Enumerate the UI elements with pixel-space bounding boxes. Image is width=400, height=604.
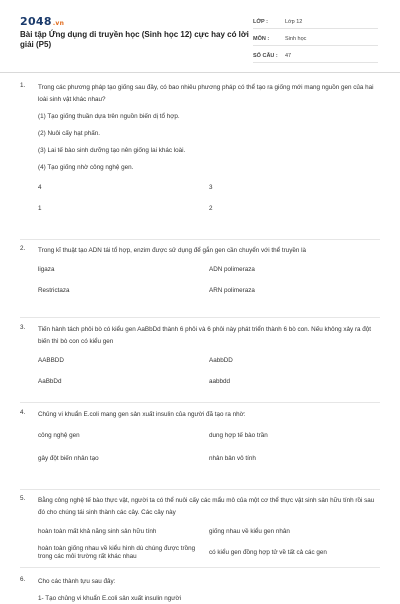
logo-suffix: .vn: [52, 20, 65, 27]
answer-option[interactable]: dung hợp tế bào trần: [209, 432, 268, 439]
answer-option[interactable]: 1: [38, 205, 42, 212]
statement: (4) Tạo giống nhờ công nghệ gen.: [38, 164, 134, 171]
meta-value: Sinh học: [285, 35, 307, 42]
answer-options: [38, 354, 380, 386]
answer-option[interactable]: có kiểu gen đồng hợp tử về tất cả các gen: [209, 549, 327, 556]
answer-option[interactable]: AaBbDd: [38, 378, 62, 385]
answer-options: [38, 429, 380, 463]
question-number: 1.: [20, 82, 26, 89]
answer-options: [38, 181, 380, 213]
meta-panel: [253, 15, 378, 66]
question-text: Cho các thành tựu sau đây:: [38, 578, 116, 585]
question-number: 6.: [20, 576, 26, 583]
question-text: Trong các phương pháp tạo giống sau đây, có bao nhiêu phương pháp có thể tạo ra giống mới mang nguồn gen của hai loài sinh vật khác nhau?: [38, 84, 374, 103]
answer-option[interactable]: công nghệ gen: [38, 432, 80, 439]
question-1: [20, 82, 380, 240]
question-text: Bằng công nghệ tế bào thực vật, người ta có thể nuôi cấy các mẩu mô của một cơ thể thực vật sinh sản hữu tính rồi sau đó cho chúng tái sinh thành các cây. Các cây này: [38, 497, 375, 516]
answer-option[interactable]: hoàn toàn mất khả năng sinh sản hữu tính: [38, 528, 157, 535]
answer-option[interactable]: 2: [209, 205, 213, 212]
meta-row-count: [253, 49, 378, 63]
statement: (1) Tạo giống thuần dựa trên nguồn biến dị tổ hợp.: [38, 113, 180, 120]
answer-option[interactable]: gây đột biến nhân tạo: [38, 455, 99, 462]
answer-options: [38, 525, 380, 561]
answer-option[interactable]: hoàn toàn giống nhau về kiểu hình dù chúng được trồng trong các môi trường rất khác nhau: [38, 545, 196, 560]
answer-option[interactable]: 4: [38, 184, 42, 191]
question-number: 4.: [20, 409, 26, 416]
question-number: 3.: [20, 324, 26, 331]
answer-option[interactable]: ARN polimeraza: [209, 287, 255, 294]
meta-value: Lớp 12: [285, 18, 303, 25]
question-2: [20, 245, 380, 318]
meta-value: 47: [285, 52, 292, 59]
question-text: Tiến hành tách phôi bò có kiểu gen AaBbDd thành 6 phôi và 6 phôi này phát triển thành 6 bò con. Nếu không xảy ra đột biến thì bò con có kiểu gen: [38, 326, 372, 345]
answer-option[interactable]: aabbdd: [209, 378, 231, 385]
question-3: [20, 324, 380, 403]
answer-option[interactable]: nhân bản vô tính: [209, 455, 256, 462]
page-title: Bài tập Ứng dụng di truyền học (Sinh học 12) cực hay có lời giải (P5): [20, 30, 249, 49]
question-number: 5.: [20, 495, 26, 502]
meta-label: LỚP :: [253, 18, 268, 25]
site-logo[interactable]: [20, 15, 64, 28]
answer-option[interactable]: Restrictaza: [38, 287, 70, 294]
meta-row-subject: [253, 32, 378, 46]
answer-option[interactable]: AabbDD: [209, 357, 233, 364]
answer-option[interactable]: ligaza: [38, 266, 55, 273]
meta-label: MÔN :: [253, 35, 270, 42]
answer-option[interactable]: giống nhau về kiểu gen nhân: [209, 528, 290, 535]
answer-option[interactable]: ADN polimeraza: [209, 266, 255, 273]
statement: (2) Nuôi cấy hạt phấn.: [38, 130, 100, 137]
question-list: [20, 82, 380, 604]
answer-options: [38, 263, 380, 295]
answer-option[interactable]: AABBDD: [38, 357, 64, 364]
question-text: Trong kĩ thuật tạo ADN tái tổ hợp, enzim được sử dụng để gắn gen cần chuyển với thể truyền là: [38, 247, 307, 254]
question-number: 2.: [20, 245, 26, 252]
page-header: [0, 0, 400, 73]
logo-main: 2048: [20, 15, 52, 28]
question-4: [20, 409, 380, 490]
meta-label: SỐ CÂU :: [253, 52, 278, 59]
question-5: [20, 495, 380, 568]
statement: 1- Tạo chủng vi khuẩn E.coli sản xuất insulin người: [38, 595, 181, 602]
question-text: Chủng vi khuẩn E.coli mang gen sản xuất insulin của người đã tạo ra nhờ:: [38, 411, 246, 418]
answer-option[interactable]: 3: [209, 184, 213, 191]
statement: (3) Lai tế bào sinh dưỡng tạo nên giống lai khác loài.: [38, 147, 186, 154]
meta-row-class: [253, 15, 378, 29]
